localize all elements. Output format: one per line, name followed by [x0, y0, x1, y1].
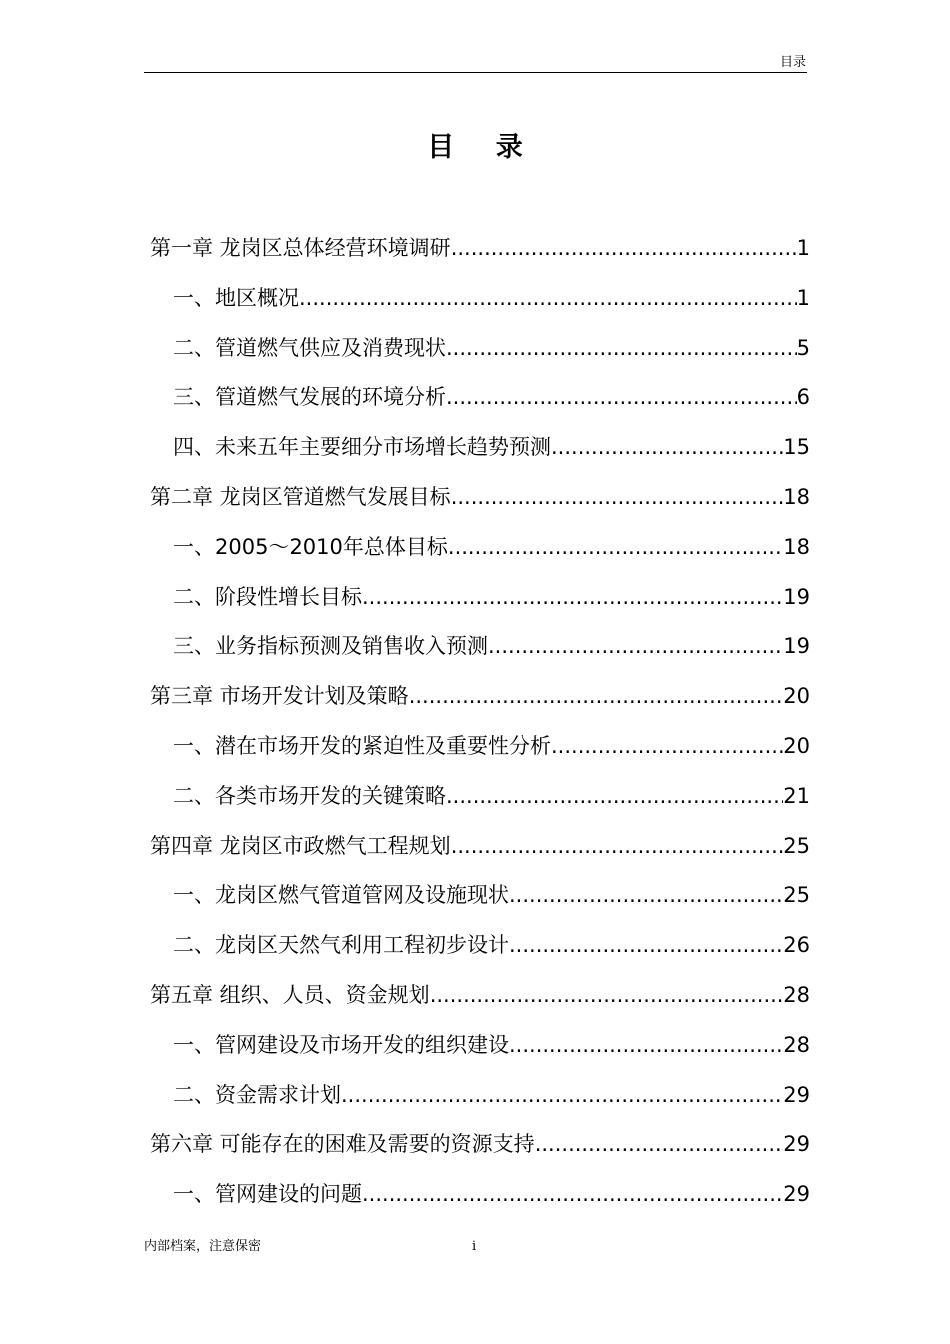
toc-section-entry[interactable] — [150, 921, 810, 971]
toc-dot-leader — [451, 224, 797, 274]
toc-section-entry[interactable] — [150, 1170, 810, 1220]
toc-entry-title: 二、资金需求计划 — [173, 1082, 341, 1107]
toc-entry-title: 二、阶段性增长目标 — [173, 584, 362, 609]
toc-dot-leader — [535, 1120, 784, 1170]
toc-entry-page-number: 29 — [783, 1132, 810, 1157]
toc-dot-leader — [551, 722, 783, 772]
toc-dot-leader — [362, 573, 783, 623]
toc-entry-page-number: 29 — [783, 1182, 810, 1207]
toc-dot-leader — [448, 523, 783, 573]
toc-entry-title: 三、业务指标预测及销售收入预测 — [173, 634, 488, 659]
toc-dot-leader — [488, 622, 783, 672]
toc-entry-title: 二、各类市场开发的关键策略 — [173, 783, 446, 808]
toc-dot-leader — [451, 822, 784, 872]
toc-entry-page-number: 25 — [783, 883, 810, 908]
toc-dot-leader — [509, 1021, 783, 1071]
toc-chapter-entry[interactable] — [150, 224, 810, 274]
toc-entry-title: 一、潜在市场开发的紧迫性及重要性分析 — [173, 733, 551, 758]
toc-entry-title: 二、管道燃气供应及消费现状 — [173, 335, 446, 360]
toc-entry-title: 第三章 市场开发计划及策略 — [150, 684, 409, 709]
toc-entry-title: 四、未来五年主要细分市场增长趋势预测 — [173, 435, 551, 460]
toc-dot-leader — [430, 971, 784, 1021]
toc-dot-leader — [446, 373, 797, 423]
toc-entry-page-number: 5 — [796, 335, 810, 360]
toc-chapter-entry[interactable] — [150, 473, 810, 523]
toc-chapter-entry[interactable] — [150, 1120, 810, 1170]
toc-section-entry[interactable] — [150, 1071, 810, 1121]
toc-section-entry[interactable] — [150, 573, 810, 623]
toc-entry-title: 第四章 龙岗区市政燃气工程规划 — [150, 833, 451, 858]
toc-dot-leader — [362, 1170, 783, 1220]
toc-section-entry[interactable] — [150, 423, 810, 473]
toc-chapter-entry[interactable] — [150, 822, 810, 872]
toc-entry-title: 一、地区概况 — [173, 285, 299, 310]
footer-confidential-note: 内部档案，注意保密 — [144, 1239, 262, 1254]
toc-entry-title: 三、管道燃气发展的环境分析 — [173, 385, 446, 410]
toc-entry-page-number: 25 — [783, 833, 810, 858]
toc-section-entry[interactable] — [150, 373, 810, 423]
toc-dot-leader — [299, 274, 797, 324]
toc-entry-page-number: 1 — [796, 236, 810, 260]
toc-entry-title: 第二章 龙岗区管道燃气发展目标 — [150, 484, 451, 509]
toc-entry-title: 第六章 可能存在的困难及需要的资源支持 — [150, 1132, 535, 1157]
toc-entry-page-number: 6 — [796, 385, 810, 410]
toc-entry-page-number: 20 — [783, 733, 810, 758]
toc-dot-leader — [341, 1071, 783, 1121]
toc-section-entry[interactable] — [150, 722, 810, 772]
toc-dot-leader — [409, 672, 784, 722]
toc-entry-title: 二、龙岗区天然气利用工程初步设计 — [173, 933, 509, 958]
toc-entry-page-number: 20 — [783, 684, 810, 709]
toc-entry-title: 一、管网建设及市场开发的组织建设 — [173, 1032, 509, 1057]
toc-entry-title: 第五章 组织、人员、资金规划 — [150, 982, 430, 1007]
toc-entry-title: 一、2005～2010年总体目标 — [173, 534, 448, 559]
toc-entry-page-number: 28 — [783, 982, 810, 1007]
toc-entry-title: 一、龙岗区燃气管道管网及设施现状 — [173, 883, 509, 908]
toc-section-entry[interactable] — [150, 274, 810, 324]
header-rule — [144, 72, 807, 73]
toc-entry-page-number: 28 — [783, 1032, 810, 1057]
toc-entry-page-number: 18 — [783, 484, 810, 509]
toc-section-entry[interactable] — [150, 523, 810, 573]
toc-section-entry[interactable] — [150, 871, 810, 921]
toc-section-entry[interactable] — [150, 324, 810, 374]
toc-entry-page-number: 1 — [796, 285, 810, 310]
table-of-contents — [150, 224, 810, 1220]
toc-entry-page-number: 29 — [783, 1082, 810, 1107]
toc-section-entry[interactable] — [150, 622, 810, 672]
toc-entry-page-number: 26 — [783, 933, 810, 958]
toc-entry-title: 一、管网建设的问题 — [173, 1182, 362, 1207]
page-title: 目 录 — [427, 132, 539, 163]
toc-dot-leader — [451, 473, 784, 523]
toc-entry-page-number: 19 — [783, 634, 810, 659]
toc-entry-page-number: 18 — [783, 534, 810, 559]
toc-dot-leader — [446, 324, 797, 374]
toc-dot-leader — [446, 772, 783, 822]
toc-section-entry[interactable] — [150, 1021, 810, 1071]
toc-dot-leader — [509, 921, 783, 971]
toc-entry-page-number: 21 — [783, 783, 810, 808]
toc-chapter-entry[interactable] — [150, 971, 810, 1021]
toc-entry-title: 第一章 龙岗区总体经营环境调研 — [150, 236, 451, 260]
footer-page-number: i — [472, 1239, 477, 1254]
toc-entry-page-number: 15 — [783, 435, 810, 460]
toc-dot-leader — [551, 423, 783, 473]
toc-section-entry[interactable] — [150, 772, 810, 822]
toc-entry-page-number: 19 — [783, 584, 810, 609]
toc-dot-leader — [509, 871, 783, 921]
toc-chapter-entry[interactable] — [150, 672, 810, 722]
running-header-label: 目录 — [779, 55, 806, 70]
